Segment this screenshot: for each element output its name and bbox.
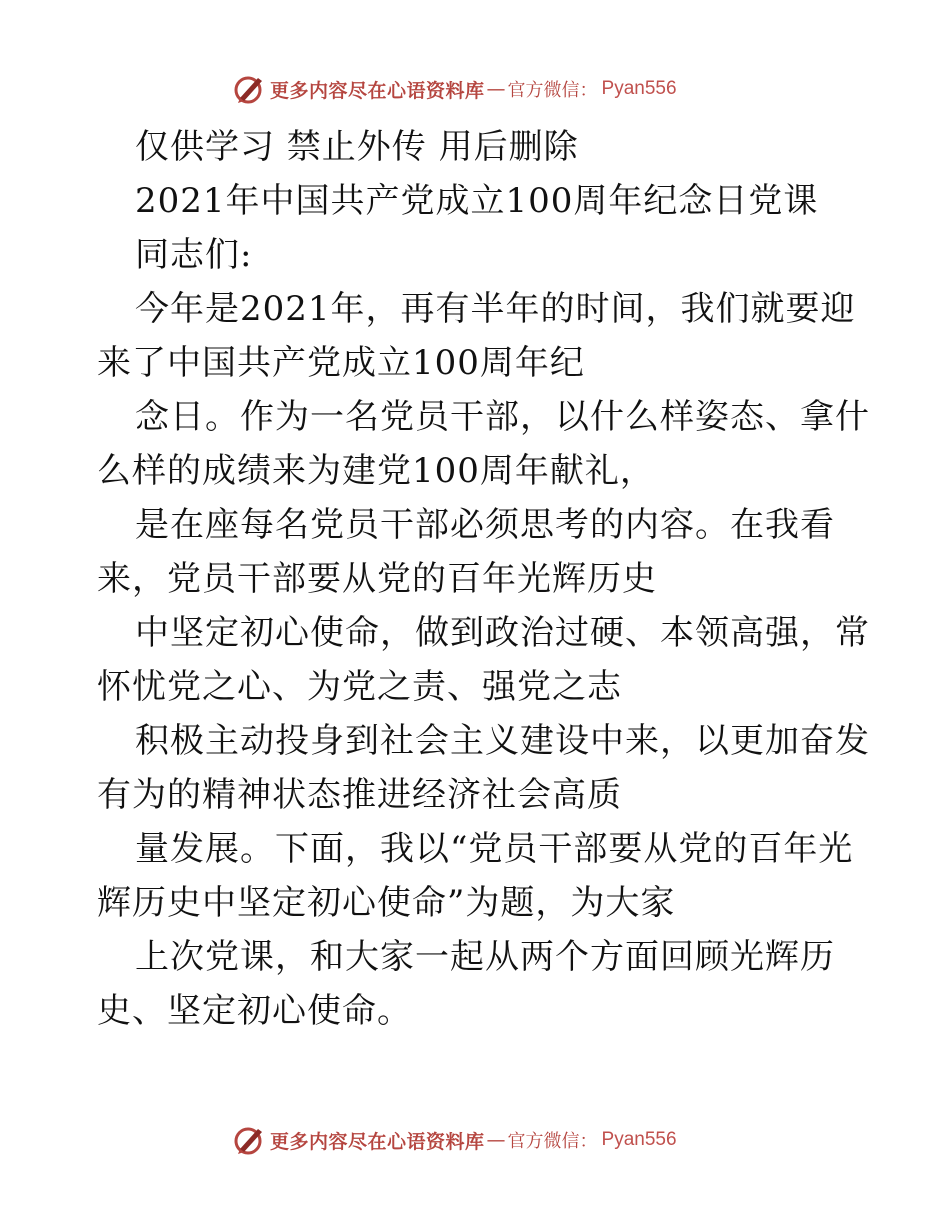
text-line: 史、坚定初心使命。 bbox=[97, 991, 412, 1031]
banner-wechat-id: Pyan556 bbox=[601, 1129, 677, 1150]
banner-wechat-label: 官方微信： bbox=[507, 80, 598, 101]
text-line: 中坚定初心使命，做到政治过硬、本领高强，常 bbox=[135, 613, 870, 653]
banner-brand: 更多内容尽在心语资料库 bbox=[270, 1130, 485, 1153]
footer-banner bbox=[232, 1123, 677, 1157]
document-title: 2021年中国共产党成立100周年纪念日党课 bbox=[135, 181, 819, 221]
banner-wechat-id: Pyan556 bbox=[601, 78, 677, 99]
banner-separator: — bbox=[486, 1129, 506, 1151]
notice-line: 仅供学习 禁止外传 用后删除 bbox=[135, 127, 579, 167]
text-line: 来了中国共产党成立100周年纪 bbox=[97, 343, 585, 383]
text-line: 是在座每名党员干部必须思考的内容。在我看 bbox=[135, 505, 835, 545]
text-line: 今年是2021年，再有半年的时间，我们就要迎 bbox=[135, 289, 856, 329]
header-banner bbox=[232, 72, 677, 106]
text-line: 怀忧党之心、为党之责、强党之志 bbox=[97, 667, 622, 707]
banner-separator: — bbox=[486, 78, 506, 100]
text-line: 上次党课，和大家一起从两个方面回顾光辉历 bbox=[135, 937, 835, 977]
pen-circle-logo-icon bbox=[232, 72, 266, 106]
text-line: 积极主动投身到社会主义建设中来，以更加奋发 bbox=[135, 721, 870, 761]
banner-brand: 更多内容尽在心语资料库 bbox=[270, 79, 485, 102]
text-line: 量发展。下面，我以“党员干部要从党的百年光 bbox=[135, 829, 854, 869]
text-line: 有为的精神状态推进经济社会高质 bbox=[97, 775, 622, 815]
text-line: 辉历史中坚定初心使命”为题，为大家 bbox=[97, 883, 676, 923]
salutation: 同志们: bbox=[135, 235, 253, 275]
banner-wechat-label: 官方微信： bbox=[507, 1131, 598, 1152]
document-body bbox=[97, 120, 870, 1038]
pen-circle-logo-icon bbox=[232, 1123, 266, 1157]
text-line: 来，党员干部要从党的百年光辉历史 bbox=[97, 559, 657, 599]
text-line: 么样的成绩来为建党100周年献礼， bbox=[97, 451, 655, 491]
text-line: 念日。作为一名党员干部，以什么样姿态、拿什 bbox=[135, 397, 870, 437]
